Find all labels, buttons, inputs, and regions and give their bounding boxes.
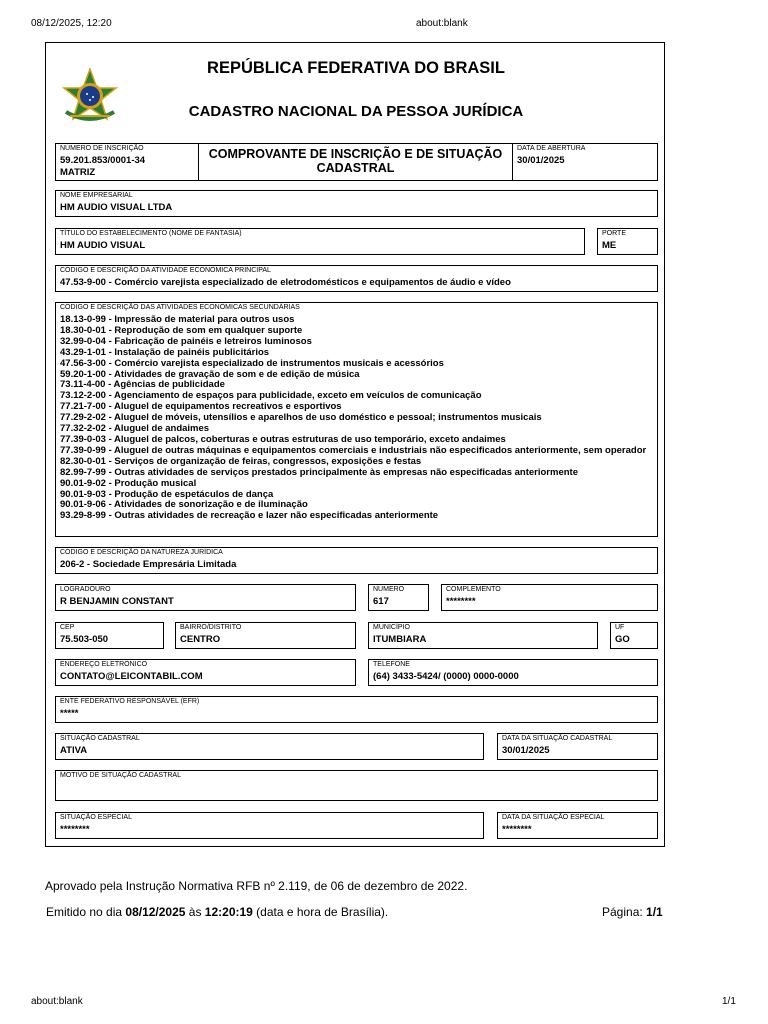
atividade-secundaria-item: 59.20-1-00 - Atividades de gravação de som e de edição de música [60,368,360,380]
emitido-data: 08/12/2025 [125,905,186,919]
atividade-principal-box [55,265,658,292]
numero-inscricao-label: NÚMERO DE INSCRIÇÃO [60,145,144,152]
uf-value: GO [615,634,630,645]
atividade-secundaria-item: 90.01-9-06 - Atividades de sonorização e de iluminação [60,499,308,511]
atividade-secundaria-item: 73.11-4-00 - Agências de publicidade [60,379,225,391]
telefone-box [368,659,658,686]
numero-inscricao-value: 59.201.853/0001-34 [60,155,146,166]
atividades-secundarias-box [55,302,658,537]
natureza-juridica-box [55,547,658,574]
atividade-secundaria-item: 82.30-0-01 - Serviços de organização de feiras, congressos, exposições e festas [60,455,422,467]
nome-empresarial-box [55,190,658,217]
data-situacao-especial-value: ******** [502,824,532,835]
municipio-box [368,622,598,649]
porte-box [597,228,658,255]
cep-box [55,622,164,649]
atividade-secundaria-item: 77.32-2-02 - Aluguel de andaimes [60,423,210,435]
efr-box [55,696,658,723]
data-situacao-especial-box [497,812,658,839]
emitido-hora: 12:20:19 [204,905,253,919]
bairro-value: CENTRO [180,634,221,645]
municipio-value: ITUMBIARA [373,634,427,645]
atividade-secundaria-item: 82.99-7-99 - Outras atividades de serviços prestados principalmente às empresas não especificadas anteriormente [60,466,578,478]
page-subtitle: CADASTRO NACIONAL DA PESSOA JURÍDICA [188,103,524,120]
situacao-especial-value: ******** [60,824,90,835]
pagina-value: 1/1 [646,905,663,919]
situacao-value: ATIVA [60,745,88,756]
tipo-value: MATRIZ [60,167,96,178]
nome-fantasia-value: HM AUDIO VISUAL [60,240,146,251]
natureza-juridica-label: CÓDIGO E DESCRIÇÃO DA NATUREZA JURÍDICA [60,549,223,556]
efr-value: ***** [60,708,79,719]
print-title: about:blank [416,18,468,29]
atividade-secundaria-item: 18.13-0-99 - Impressão de material para outros usos [60,314,295,325]
atividade-secundaria-item: 43.29-1-01 - Instalação de painéis publicitários [60,346,270,358]
aprovado-text: Aprovado pela Instrução Normativa RFB nº 2.119, de 06 de dezembro de 2022. [45,879,468,893]
situacao-especial-box [55,812,484,839]
situacao-box [55,733,484,760]
numero-inscricao-box [55,143,199,181]
atividade-secundaria-item: 90.01-9-03 - Produção de espetáculos de dança [60,488,274,500]
data-abertura-box [512,143,658,181]
telefone-value: (64) 3433-5424/ (0000) 0000-0000 [373,671,519,682]
data-abertura-value: 30/01/2025 [517,155,565,166]
numero-label: NÚMERO [373,586,405,593]
data-situacao-box [497,733,658,760]
nome-fantasia-box [55,228,585,255]
atividades-secundarias-list [60,315,651,522]
atividade-secundaria-item: 32.99-0-04 - Fabricação de painéis e letreiros luminosos [60,335,312,347]
atividade-secundaria-item: 93.29-8-99 - Outras atividades de recreação e lazer não especificadas anteriormente [60,510,439,522]
email-value: CONTATO@LEICONTABIL.COM [60,671,203,682]
numero-value: 617 [373,596,389,607]
numero-box [368,584,429,611]
atividade-secundaria-item: 18.30-0-01 - Reprodução de som em qualquer suporte [60,324,303,336]
pagina-prefix: Página: [602,905,647,919]
natureza-juridica-value: 206-2 - Sociedade Empresária Limitada [60,559,237,570]
uf-label: UF [615,624,625,631]
situacao-especial-label: SITUAÇÃO ESPECIAL [60,814,132,821]
data-situacao-value: 30/01/2025 [502,745,550,756]
emitido-as: às [185,905,205,919]
page-title: REPÚBLICA FEDERATIVA DO BRASIL [207,59,505,77]
atividade-secundaria-item: 47.56-3-00 - Comércio varejista especializado de instrumentos musicais e acessórios [60,357,444,369]
email-box [55,659,356,686]
atividade-principal-value: 47.53-9-00 - Comércio varejista especializado de eletrodomésticos e equipamentos de áudio e vídeo [60,277,511,288]
uf-box [610,622,658,649]
nome-empresarial-value: HM AUDIO VISUAL LTDA [60,202,173,213]
telefone-label: TELEFONE [373,661,410,668]
print-footer-page: 1/1 [722,996,736,1007]
efr-label: ENTE FEDERATIVO RESPONSÁVEL (EFR) [60,698,200,705]
complemento-value: ******** [446,596,476,607]
emitido-text [46,905,388,919]
complemento-box [441,584,658,611]
nome-empresarial-label: NOME EMPRESARIAL [60,192,133,199]
situacao-label: SITUAÇÃO CADASTRAL [60,735,140,742]
emitido-prefix: Emitido no dia [46,905,126,919]
atividade-secundaria-item: 73.12-2-00 - Agenciamento de espaços para publicidade, exceto em veículos de comunicação [60,390,482,402]
complemento-label: COMPLEMENTO [446,586,501,593]
bairro-box [175,622,356,649]
porte-label: PORTE [602,230,626,237]
email-label: ENDEREÇO ELETRÔNICO [60,661,148,668]
cep-value: 75.503-050 [60,634,109,645]
nome-fantasia-label: TÍTULO DO ESTABELECIMENTO (NOME DE FANTASIA) [60,230,242,237]
logradouro-box [55,584,356,611]
atividade-secundaria-item: 77.39-0-03 - Aluguel de palcos, coberturas e outras estruturas de uso temporário, exceto andaimes [60,433,506,445]
atividade-secundaria-item: 77.21-7-00 - Aluguel de equipamentos recreativos e esportivos [60,401,342,413]
data-situacao-label: DATA DA SITUAÇÃO CADASTRAL [502,735,613,742]
data-abertura-label: DATA DE ABERTURA [517,145,586,152]
print-datetime: 08/12/2025, 12:20 [31,18,112,29]
municipio-label: MUNICÍPIO [373,624,410,631]
bairro-label: BAIRRO/DISTRITO [180,624,242,631]
cep-label: CEP [60,624,75,631]
atividade-secundaria-item: 90.01-9-02 - Produção musical [60,477,197,489]
atividade-secundaria-item: 77.29-2-02 - Aluguel de móveis, utensílios e aparelhos de uso doméstico e pessoal; instrumentos musicais [60,412,542,424]
emitido-suffix: (data e hora de Brasília). [252,905,389,919]
data-situacao-especial-label: DATA DA SITUAÇÃO ESPECIAL [502,814,605,821]
motivo-box [55,770,658,801]
atividade-principal-label: CÓDIGO E DESCRIÇÃO DA ATIVIDADE ECONÔMICA PRINCIPAL [60,267,271,274]
motivo-label: MOTIVO DE SITUAÇÃO CADASTRAL [60,772,181,779]
atividades-secundarias-label: CÓDIGO E DESCRIÇÃO DAS ATIVIDADES ECONÔMICAS SECUNDÁRIAS [60,304,300,311]
pagina-text [602,905,663,919]
atividade-secundaria-item: 77.39-0-99 - Aluguel de outras máquinas e equipamentos comerciais e industriais não especificados anteriormente, sem operador [60,444,647,456]
logradouro-value: R BENJAMIN CONSTANT [60,596,174,607]
comprovante-title: COMPROVANTE DE INSCRIÇÃO E DE SITUAÇÃO CADASTRAL [208,147,503,175]
porte-value: ME [602,240,617,251]
comprovante-box [198,143,513,181]
logradouro-label: LOGRADOURO [60,586,111,593]
print-footer-url: about:blank [31,996,83,1007]
